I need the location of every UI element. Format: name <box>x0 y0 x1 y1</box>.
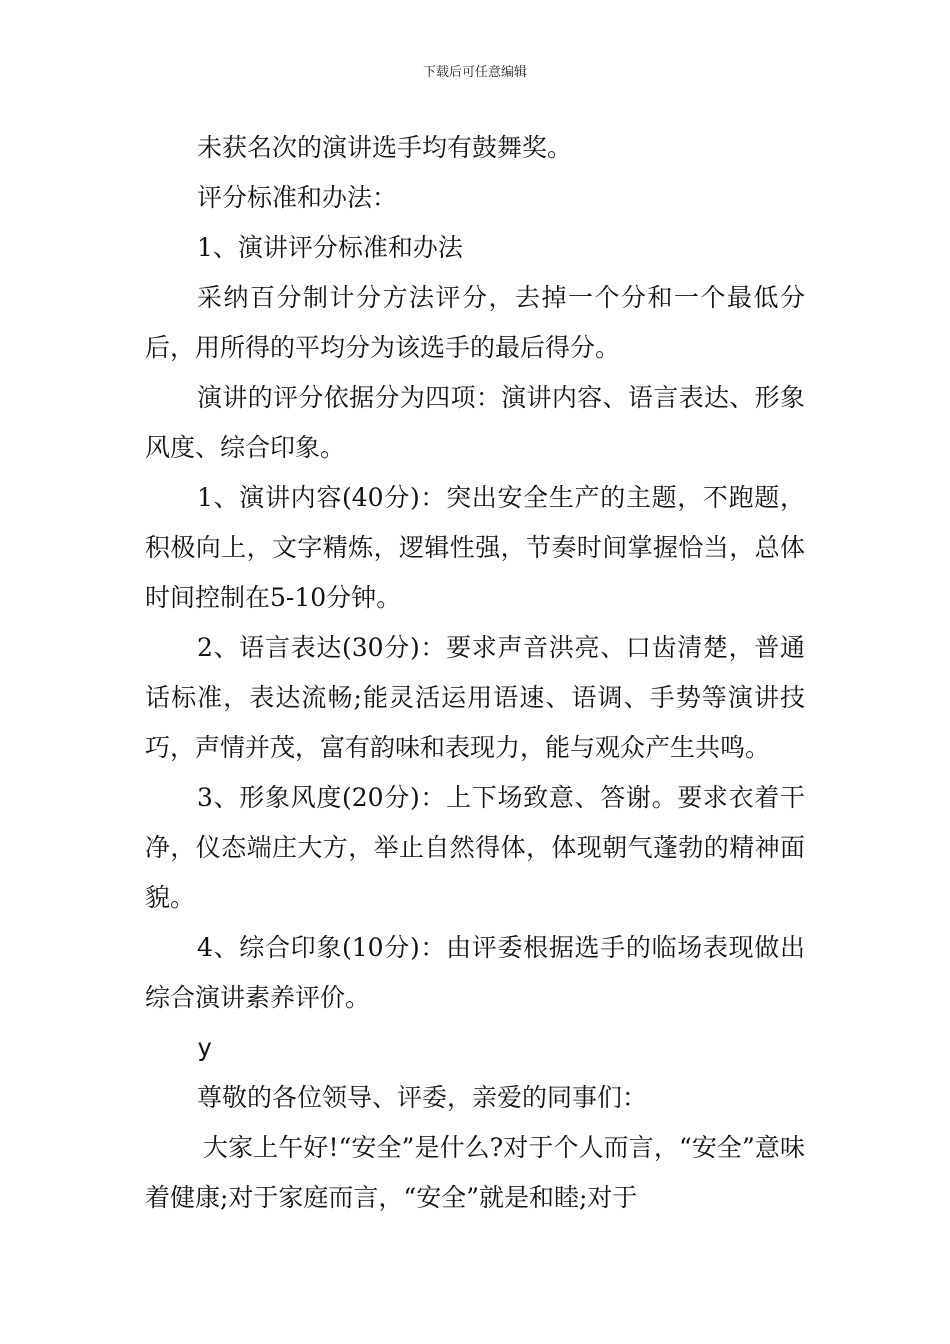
paragraph-encouragement-award: 未获名次的演讲选手均有鼓舞奖。 <box>197 133 573 162</box>
document-body <box>145 123 805 1223</box>
page-header: 下载后可任意编辑 <box>422 65 527 80</box>
paragraph-marker: y <box>197 1033 213 1062</box>
paragraph-criterion-appearance: 3、形象风度(20分)：上下场致意、答谢。要求衣着干净，仪态端庄大方，举止自然得体，体现朝气蓬勃的精神面貌。 <box>145 783 805 912</box>
paragraph-scoring-method: 采纳百分制计分方法评分，去掉一个分和一个最低分后，用所得的平均分为该选手的最后得分。 <box>145 283 805 362</box>
paragraph-criterion-overall: 4、综合印象(10分)：由评委根据选手的临场表现做出综合演讲素养评价。 <box>145 933 805 1012</box>
paragraph-scoring-heading: 评分标准和办法： <box>197 183 398 212</box>
paragraph-scoring-criteria: 演讲的评分依据分为四项：演讲内容、语言表达、形象风度、综合印象。 <box>145 383 805 462</box>
paragraph-speech-scoring-heading: 1、演讲评分标准和办法 <box>197 233 463 262</box>
paragraph-speech-opening: 大家上午好!“安全”是什么?对于个人而言，“安全”意味着健康;对于家庭而言，“安全”就是和睦;对于 <box>145 1133 805 1212</box>
paragraph-greeting: 尊敬的各位领导、评委，亲爱的同事们： <box>197 1083 648 1112</box>
paragraph-criterion-language: 2、语言表达(30分)：要求声音洪亮、口齿清楚，普通话标准，表达流畅;能灵活运用语速、语调、手势等演讲技巧，声情并茂，富有韵味和表现力，能与观众产生共鸣。 <box>145 633 805 762</box>
paragraph-criterion-content: 1、演讲内容(40分)：突出安全生产的主题，不跑题，积极向上，文字精炼，逻辑性强，节奏时间掌握恰当，总体时间控制在5-10分钟。 <box>145 483 805 612</box>
